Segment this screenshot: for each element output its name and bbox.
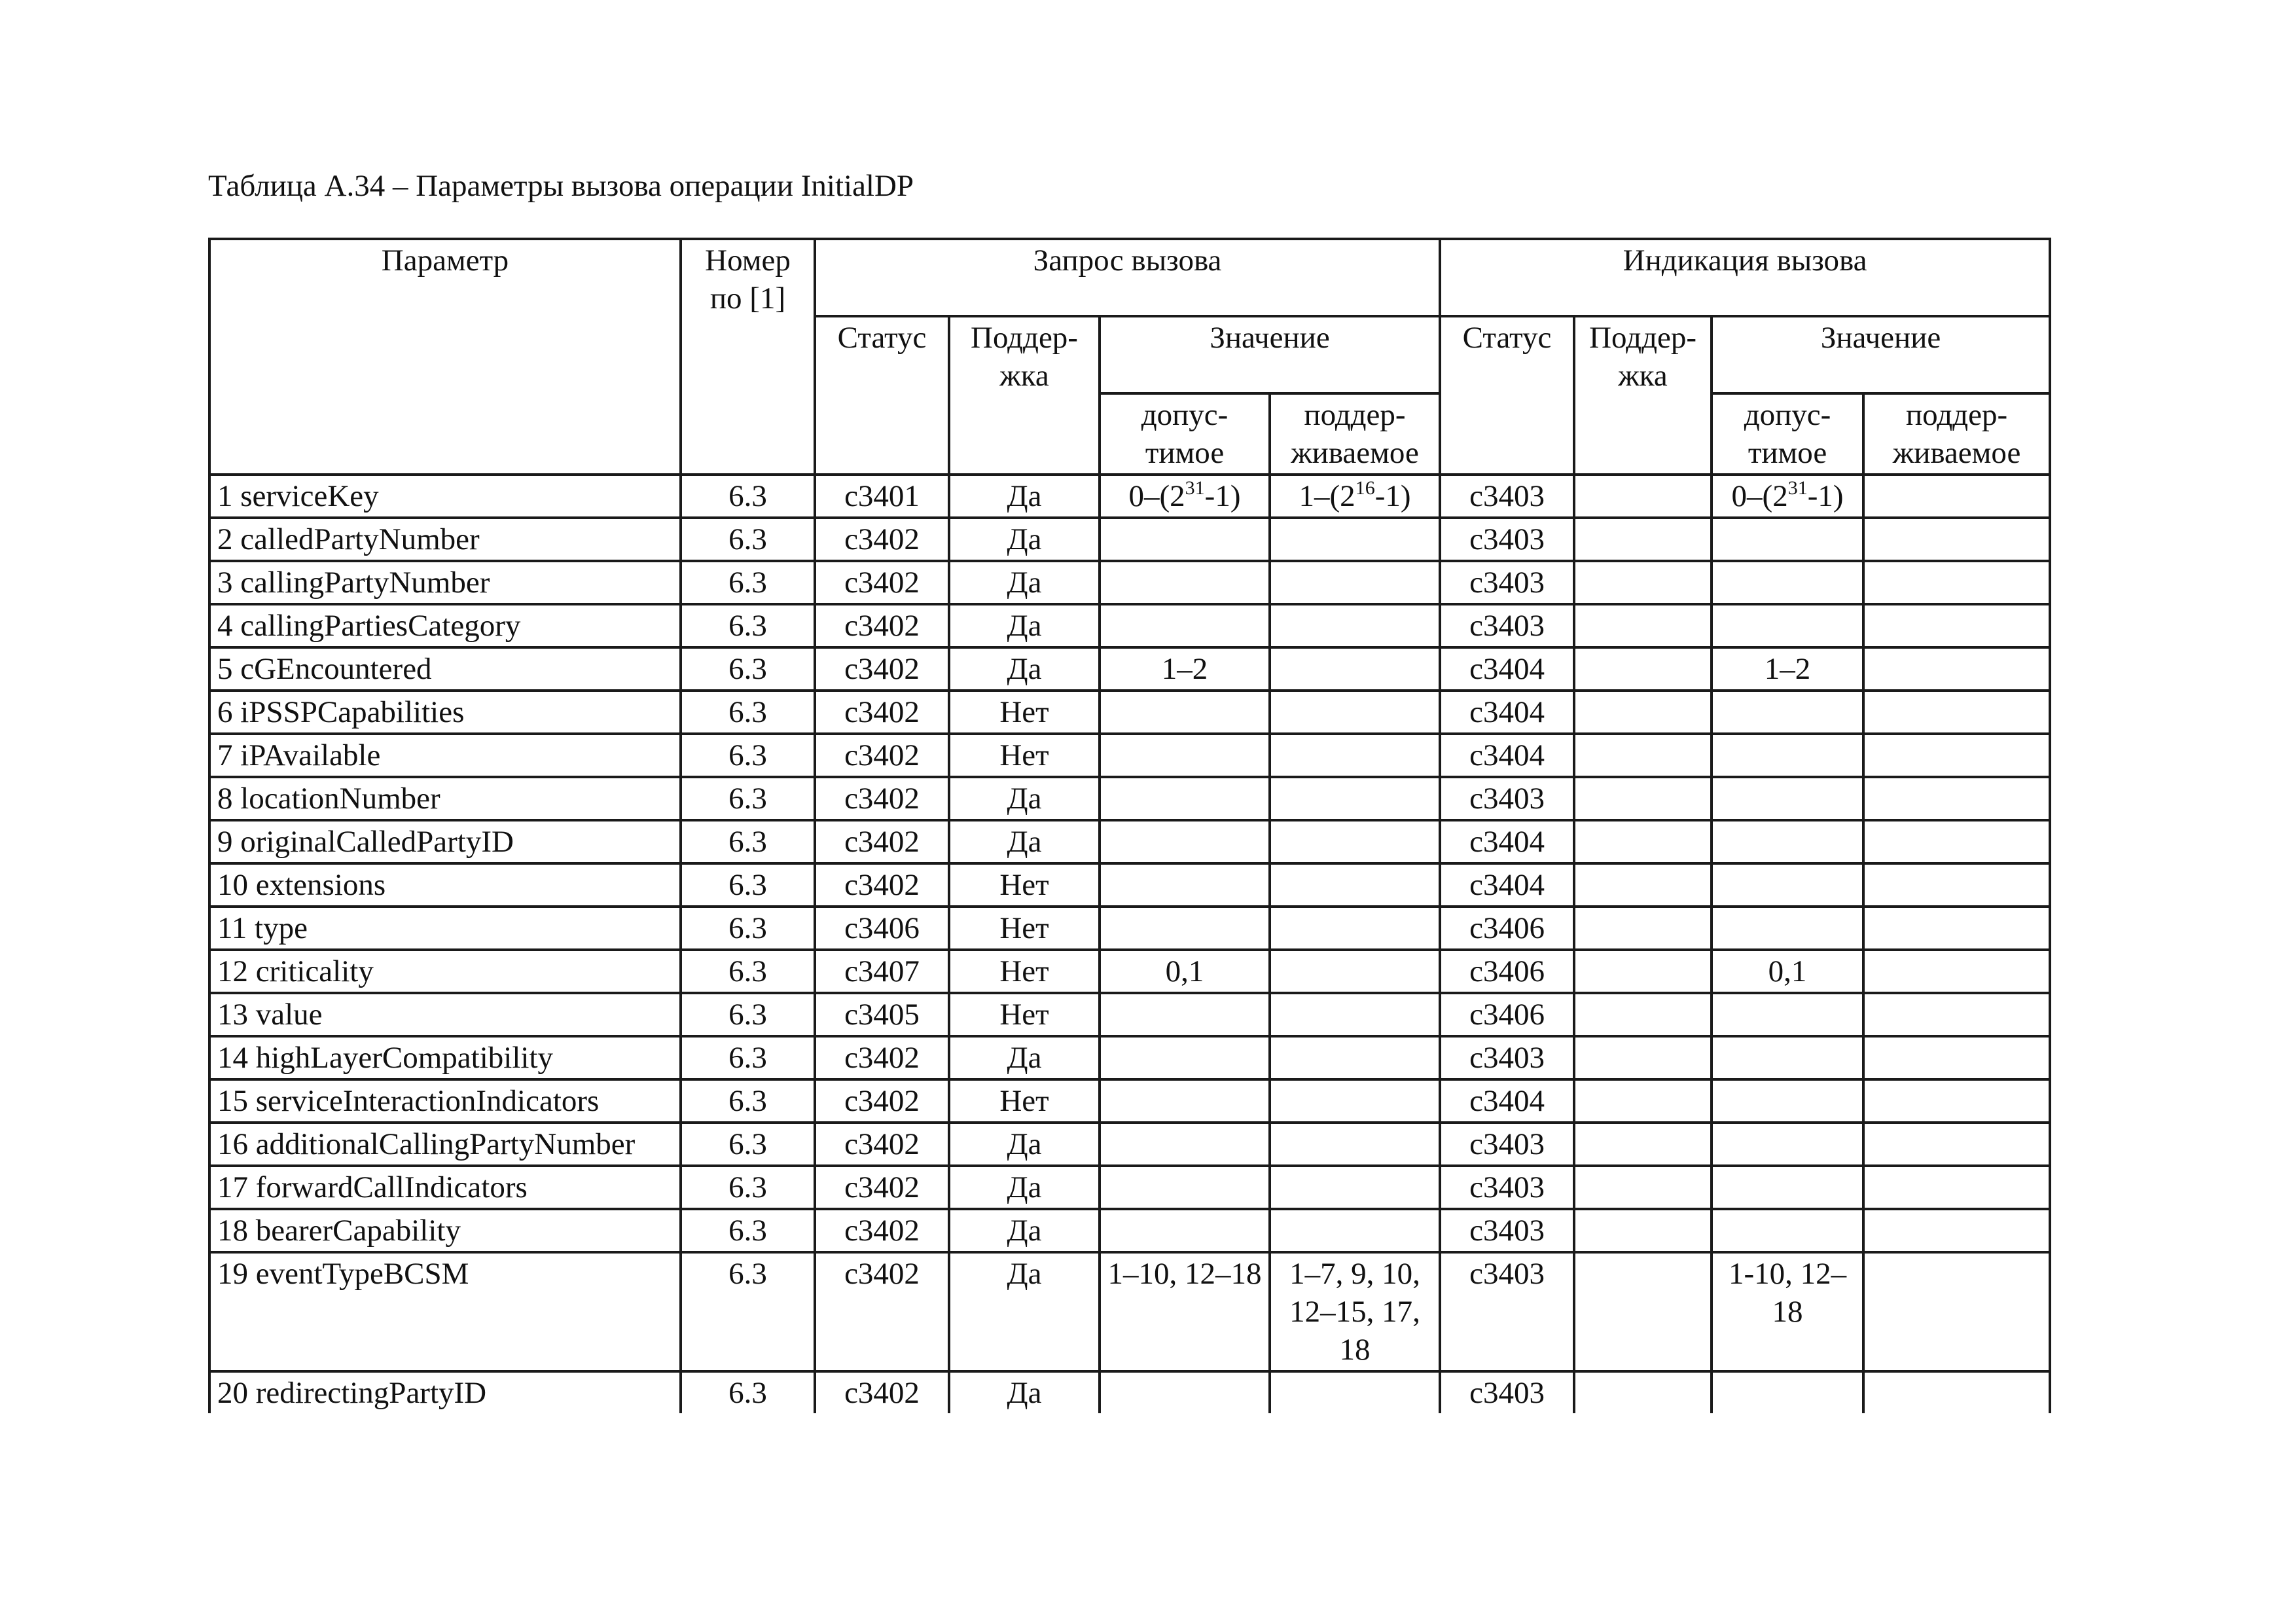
cell-req-supported: [1270, 777, 1440, 820]
cell-param: 11 type: [209, 907, 681, 950]
cell-ind-allowed: [1712, 518, 1863, 561]
header-indication-value: Значение: [1712, 316, 2050, 393]
cell-ind-support: [1574, 691, 1712, 734]
cell-ind-supported: [1863, 993, 2050, 1036]
cell-req-allowed: [1100, 820, 1270, 863]
cell-param: 17 forwardCallIndicators: [209, 1166, 681, 1209]
cell-ind-support: [1574, 1079, 1712, 1123]
cell-param: 9 originalCalledPartyID: [209, 820, 681, 863]
cell-param: 18 bearerCapability: [209, 1209, 681, 1252]
header-request-support: Поддер-жка: [949, 316, 1100, 475]
header-request-supported: поддер-живаемое: [1270, 393, 1440, 475]
table-row: [209, 1371, 2050, 1413]
cell-req-status: c3402: [815, 1371, 949, 1413]
cell-ind-supported: [1863, 518, 2050, 561]
table-row: [209, 1209, 2050, 1252]
cell-num: 6.3: [681, 475, 815, 518]
cell-req-support: Нет: [949, 1079, 1100, 1123]
cell-num: 6.3: [681, 950, 815, 993]
cell-ind-allowed: [1712, 820, 1863, 863]
cell-ind-status: c3404: [1440, 820, 1574, 863]
cell-ind-support: [1574, 475, 1712, 518]
cell-ind-allowed: [1712, 907, 1863, 950]
cell-ind-status: c3403: [1440, 1371, 1574, 1413]
cell-num: 6.3: [681, 820, 815, 863]
cell-ind-support: [1574, 647, 1712, 691]
cell-param: 3 callingPartyNumber: [209, 561, 681, 604]
cell-ind-status: c3403: [1440, 1036, 1574, 1079]
cell-num: 6.3: [681, 907, 815, 950]
table-body: [209, 475, 2050, 1413]
cell-ind-supported: [1863, 950, 2050, 993]
cell-ind-support: [1574, 561, 1712, 604]
cell-ind-allowed: [1712, 734, 1863, 777]
cell-req-supported: [1270, 1036, 1440, 1079]
cell-req-allowed: 1–10, 12–18: [1100, 1252, 1270, 1371]
cell-ind-status: c3403: [1440, 777, 1574, 820]
cell-ind-status: c3404: [1440, 691, 1574, 734]
cell-req-allowed: 0,1: [1100, 950, 1270, 993]
cell-req-allowed: $0-(2^{31}-1)$: [1100, 475, 1270, 518]
header-request-status: Статус: [815, 316, 949, 475]
cell-req-supported: [1270, 647, 1440, 691]
cell-req-allowed: [1100, 1371, 1270, 1413]
cell-req-allowed: [1100, 691, 1270, 734]
cell-ind-supported: [1863, 1079, 2050, 1123]
cell-param: 15 serviceInteractionIndicators: [209, 1079, 681, 1123]
cell-num: 6.3: [681, 691, 815, 734]
cell-ind-status: c3403: [1440, 1166, 1574, 1209]
cell-ind-allowed: 0,1: [1712, 950, 1863, 993]
cell-ind-support: [1574, 993, 1712, 1036]
cell-req-support: Нет: [949, 993, 1100, 1036]
cell-ind-status: c3403: [1440, 1252, 1574, 1371]
cell-ind-supported: [1863, 691, 2050, 734]
cell-ind-support: [1574, 820, 1712, 863]
cell-req-supported: [1270, 863, 1440, 907]
cell-req-status: c3402: [815, 1123, 949, 1166]
cell-ind-support: [1574, 604, 1712, 647]
cell-ind-status: c3404: [1440, 734, 1574, 777]
cell-ind-allowed: [1712, 1371, 1863, 1413]
header-request-allowed: допус-тимое: [1100, 393, 1270, 475]
cell-ind-status: c3403: [1440, 561, 1574, 604]
cell-req-supported: [1270, 734, 1440, 777]
table-row: [209, 561, 2050, 604]
cell-ind-supported: [1863, 604, 2050, 647]
cell-ind-supported: [1863, 863, 2050, 907]
cell-param: 5 cGEncountered: [209, 647, 681, 691]
cell-ind-supported: [1863, 647, 2050, 691]
header-indication-status: Статус: [1440, 316, 1574, 475]
table-row: [209, 518, 2050, 561]
cell-ind-allowed: [1712, 691, 1863, 734]
cell-req-support: Да: [949, 604, 1100, 647]
cell-req-status: c3402: [815, 518, 949, 561]
cell-req-status: c3402: [815, 1209, 949, 1252]
cell-req-supported: [1270, 993, 1440, 1036]
cell-ind-allowed: [1712, 1036, 1863, 1079]
cell-req-status: c3402: [815, 734, 949, 777]
cell-req-support: Да: [949, 820, 1100, 863]
cell-req-supported: [1270, 907, 1440, 950]
cell-num: 6.3: [681, 1079, 815, 1123]
cell-param: 19 eventTypeBCSM: [209, 1252, 681, 1371]
cell-req-support: Да: [949, 1371, 1100, 1413]
cell-req-status: c3405: [815, 993, 949, 1036]
header-indication-support: Поддер-жка: [1574, 316, 1712, 475]
cell-req-status: c3402: [815, 604, 949, 647]
cell-ind-allowed: [1712, 1123, 1863, 1166]
cell-req-status: c3402: [815, 777, 949, 820]
cell-req-status: c3406: [815, 907, 949, 950]
header-request-group: Запрос вызова: [815, 239, 1440, 316]
cell-ind-status: c3404: [1440, 863, 1574, 907]
cell-ind-allowed: [1712, 1209, 1863, 1252]
cell-ind-allowed: 1-10, 12–18: [1712, 1252, 1863, 1371]
table-row: [209, 691, 2050, 734]
cell-ind-support: [1574, 950, 1712, 993]
cell-req-support: Да: [949, 561, 1100, 604]
cell-req-supported: [1270, 1209, 1440, 1252]
cell-req-allowed: [1100, 1036, 1270, 1079]
parameters-table: [208, 238, 2051, 1413]
cell-req-status: c3402: [815, 691, 949, 734]
table-caption: Таблица А.34 – Параметры вызова операции InitialDP: [208, 169, 914, 203]
table-row: [209, 1036, 2050, 1079]
cell-ind-supported: [1863, 1252, 2050, 1371]
cell-ind-allowed: $0-(2^{31}-1)$: [1712, 475, 1863, 518]
cell-req-support: Нет: [949, 734, 1100, 777]
cell-ind-supported: [1863, 734, 2050, 777]
cell-param: 7 iPAvailable: [209, 734, 681, 777]
cell-num: 6.3: [681, 1036, 815, 1079]
cell-req-status: c3402: [815, 1252, 949, 1371]
cell-param: 8 locationNumber: [209, 777, 681, 820]
cell-param: 20 redirectingPartyID: [209, 1371, 681, 1413]
cell-ind-status: c3403: [1440, 604, 1574, 647]
table-row: [209, 993, 2050, 1036]
cell-ind-support: [1574, 863, 1712, 907]
cell-req-supported: [1270, 561, 1440, 604]
cell-req-status: c3402: [815, 863, 949, 907]
cell-ind-support: [1574, 1371, 1712, 1413]
cell-ind-status: c3403: [1440, 475, 1574, 518]
cell-param: 2 calledPartyNumber: [209, 518, 681, 561]
cell-req-supported: [1270, 1371, 1440, 1413]
cell-req-status: c3402: [815, 561, 949, 604]
header-indication-group: Индикация вызова: [1440, 239, 2050, 316]
cell-req-allowed: [1100, 1079, 1270, 1123]
cell-ind-support: [1574, 907, 1712, 950]
cell-num: 6.3: [681, 777, 815, 820]
cell-req-supported: $1-(2^{16}-1)$: [1270, 475, 1440, 518]
cell-req-support: Да: [949, 518, 1100, 561]
header-indication-supported: поддер-живаемое: [1863, 393, 2050, 475]
cell-param: 12 criticality: [209, 950, 681, 993]
cell-req-status: c3402: [815, 647, 949, 691]
cell-num: 6.3: [681, 1123, 815, 1166]
cell-num: 6.3: [681, 604, 815, 647]
cell-ind-support: [1574, 1252, 1712, 1371]
cell-req-allowed: [1100, 1209, 1270, 1252]
cell-ind-support: [1574, 1166, 1712, 1209]
cell-param: 14 highLayerCompatibility: [209, 1036, 681, 1079]
cell-req-support: Да: [949, 1166, 1100, 1209]
cell-req-supported: [1270, 691, 1440, 734]
cell-ind-allowed: 1–2: [1712, 647, 1863, 691]
cell-param: 13 value: [209, 993, 681, 1036]
cell-req-status: c3402: [815, 820, 949, 863]
table-row: [209, 950, 2050, 993]
cell-param: 16 additionalCallingPartyNumber: [209, 1123, 681, 1166]
header-parameter: Параметр: [209, 239, 681, 475]
cell-req-supported: [1270, 1079, 1440, 1123]
cell-param: 6 iPSSPCapabilities: [209, 691, 681, 734]
table-row: [209, 777, 2050, 820]
cell-param: 4 callingPartiesCategory: [209, 604, 681, 647]
table-row: [209, 604, 2050, 647]
cell-ind-status: c3406: [1440, 907, 1574, 950]
cell-ind-supported: [1863, 1209, 2050, 1252]
table-row: [209, 734, 2050, 777]
cell-ind-status: c3406: [1440, 950, 1574, 993]
cell-req-allowed: [1100, 993, 1270, 1036]
cell-num: 6.3: [681, 1252, 815, 1371]
cell-req-status: c3407: [815, 950, 949, 993]
cell-ind-status: c3403: [1440, 1123, 1574, 1166]
cell-ind-support: [1574, 777, 1712, 820]
cell-ind-support: [1574, 1209, 1712, 1252]
cell-ind-allowed: [1712, 777, 1863, 820]
cell-req-supported: 1–7, 9, 10, 12–15, 17, 18: [1270, 1252, 1440, 1371]
cell-req-support: Да: [949, 1036, 1100, 1079]
cell-req-supported: [1270, 1166, 1440, 1209]
cell-ind-support: [1574, 518, 1712, 561]
cell-num: 6.3: [681, 993, 815, 1036]
cell-req-status: c3402: [815, 1036, 949, 1079]
cell-req-supported: [1270, 950, 1440, 993]
cell-req-allowed: [1100, 561, 1270, 604]
cell-req-allowed: [1100, 863, 1270, 907]
cell-ind-support: [1574, 1123, 1712, 1166]
cell-ind-supported: [1863, 1166, 2050, 1209]
cell-req-support: Нет: [949, 691, 1100, 734]
cell-ind-allowed: [1712, 561, 1863, 604]
table-row: [209, 1079, 2050, 1123]
cell-req-status: c3401: [815, 475, 949, 518]
cell-req-support: Нет: [949, 950, 1100, 993]
cell-req-support: Да: [949, 1209, 1100, 1252]
table-row: [209, 475, 2050, 518]
cell-req-support: Да: [949, 1252, 1100, 1371]
cell-num: 6.3: [681, 863, 815, 907]
table-row: [209, 907, 2050, 950]
cell-param: 10 extensions: [209, 863, 681, 907]
cell-ind-allowed: [1712, 1079, 1863, 1123]
cell-req-allowed: 1–2: [1100, 647, 1270, 691]
table-row: [209, 820, 2050, 863]
cell-ind-support: [1574, 734, 1712, 777]
cell-ind-allowed: [1712, 604, 1863, 647]
cell-num: 6.3: [681, 518, 815, 561]
cell-req-supported: [1270, 1123, 1440, 1166]
cell-num: 6.3: [681, 1209, 815, 1252]
table-row: [209, 1123, 2050, 1166]
cell-req-allowed: [1100, 1166, 1270, 1209]
cell-ind-supported: [1863, 475, 2050, 518]
cell-req-supported: [1270, 820, 1440, 863]
cell-ind-allowed: [1712, 863, 1863, 907]
cell-req-supported: [1270, 604, 1440, 647]
cell-req-supported: [1270, 518, 1440, 561]
table-row: [209, 647, 2050, 691]
cell-ind-status: c3404: [1440, 647, 1574, 691]
header-request-value: Значение: [1100, 316, 1440, 393]
cell-ind-supported: [1863, 820, 2050, 863]
cell-num: 6.3: [681, 734, 815, 777]
cell-ind-supported: [1863, 907, 2050, 950]
cell-ind-status: c3404: [1440, 1079, 1574, 1123]
cell-ind-allowed: [1712, 1166, 1863, 1209]
cell-ind-status: c3406: [1440, 993, 1574, 1036]
cell-req-status: c3402: [815, 1079, 949, 1123]
cell-ind-supported: [1863, 1371, 2050, 1413]
cell-num: 6.3: [681, 647, 815, 691]
cell-ind-status: c3403: [1440, 1209, 1574, 1252]
cell-req-allowed: [1100, 1123, 1270, 1166]
cell-req-allowed: [1100, 604, 1270, 647]
cell-req-allowed: [1100, 518, 1270, 561]
cell-req-support: Нет: [949, 863, 1100, 907]
header-indication-allowed: допус-тимое: [1712, 393, 1863, 475]
cell-num: 6.3: [681, 1166, 815, 1209]
table-row: [209, 1252, 2050, 1371]
cell-req-allowed: [1100, 907, 1270, 950]
cell-req-support: Да: [949, 475, 1100, 518]
cell-num: 6.3: [681, 561, 815, 604]
table-row: [209, 1166, 2050, 1209]
cell-ind-supported: [1863, 1123, 2050, 1166]
cell-req-support: Да: [949, 647, 1100, 691]
cell-req-allowed: [1100, 777, 1270, 820]
table-row: [209, 863, 2050, 907]
cell-ind-allowed: [1712, 993, 1863, 1036]
cell-req-allowed: [1100, 734, 1270, 777]
cell-ind-support: [1574, 1036, 1712, 1079]
cell-param: 1 serviceKey: [209, 475, 681, 518]
cell-ind-supported: [1863, 1036, 2050, 1079]
cell-req-support: Нет: [949, 907, 1100, 950]
cell-num: 6.3: [681, 1371, 815, 1413]
cell-ind-supported: [1863, 561, 2050, 604]
cell-ind-status: c3403: [1440, 518, 1574, 561]
header-number: Номер по [1]: [681, 239, 815, 475]
cell-req-status: c3402: [815, 1166, 949, 1209]
cell-ind-supported: [1863, 777, 2050, 820]
cell-req-support: Да: [949, 777, 1100, 820]
cell-req-support: Да: [949, 1123, 1100, 1166]
table-header: [209, 239, 2050, 475]
